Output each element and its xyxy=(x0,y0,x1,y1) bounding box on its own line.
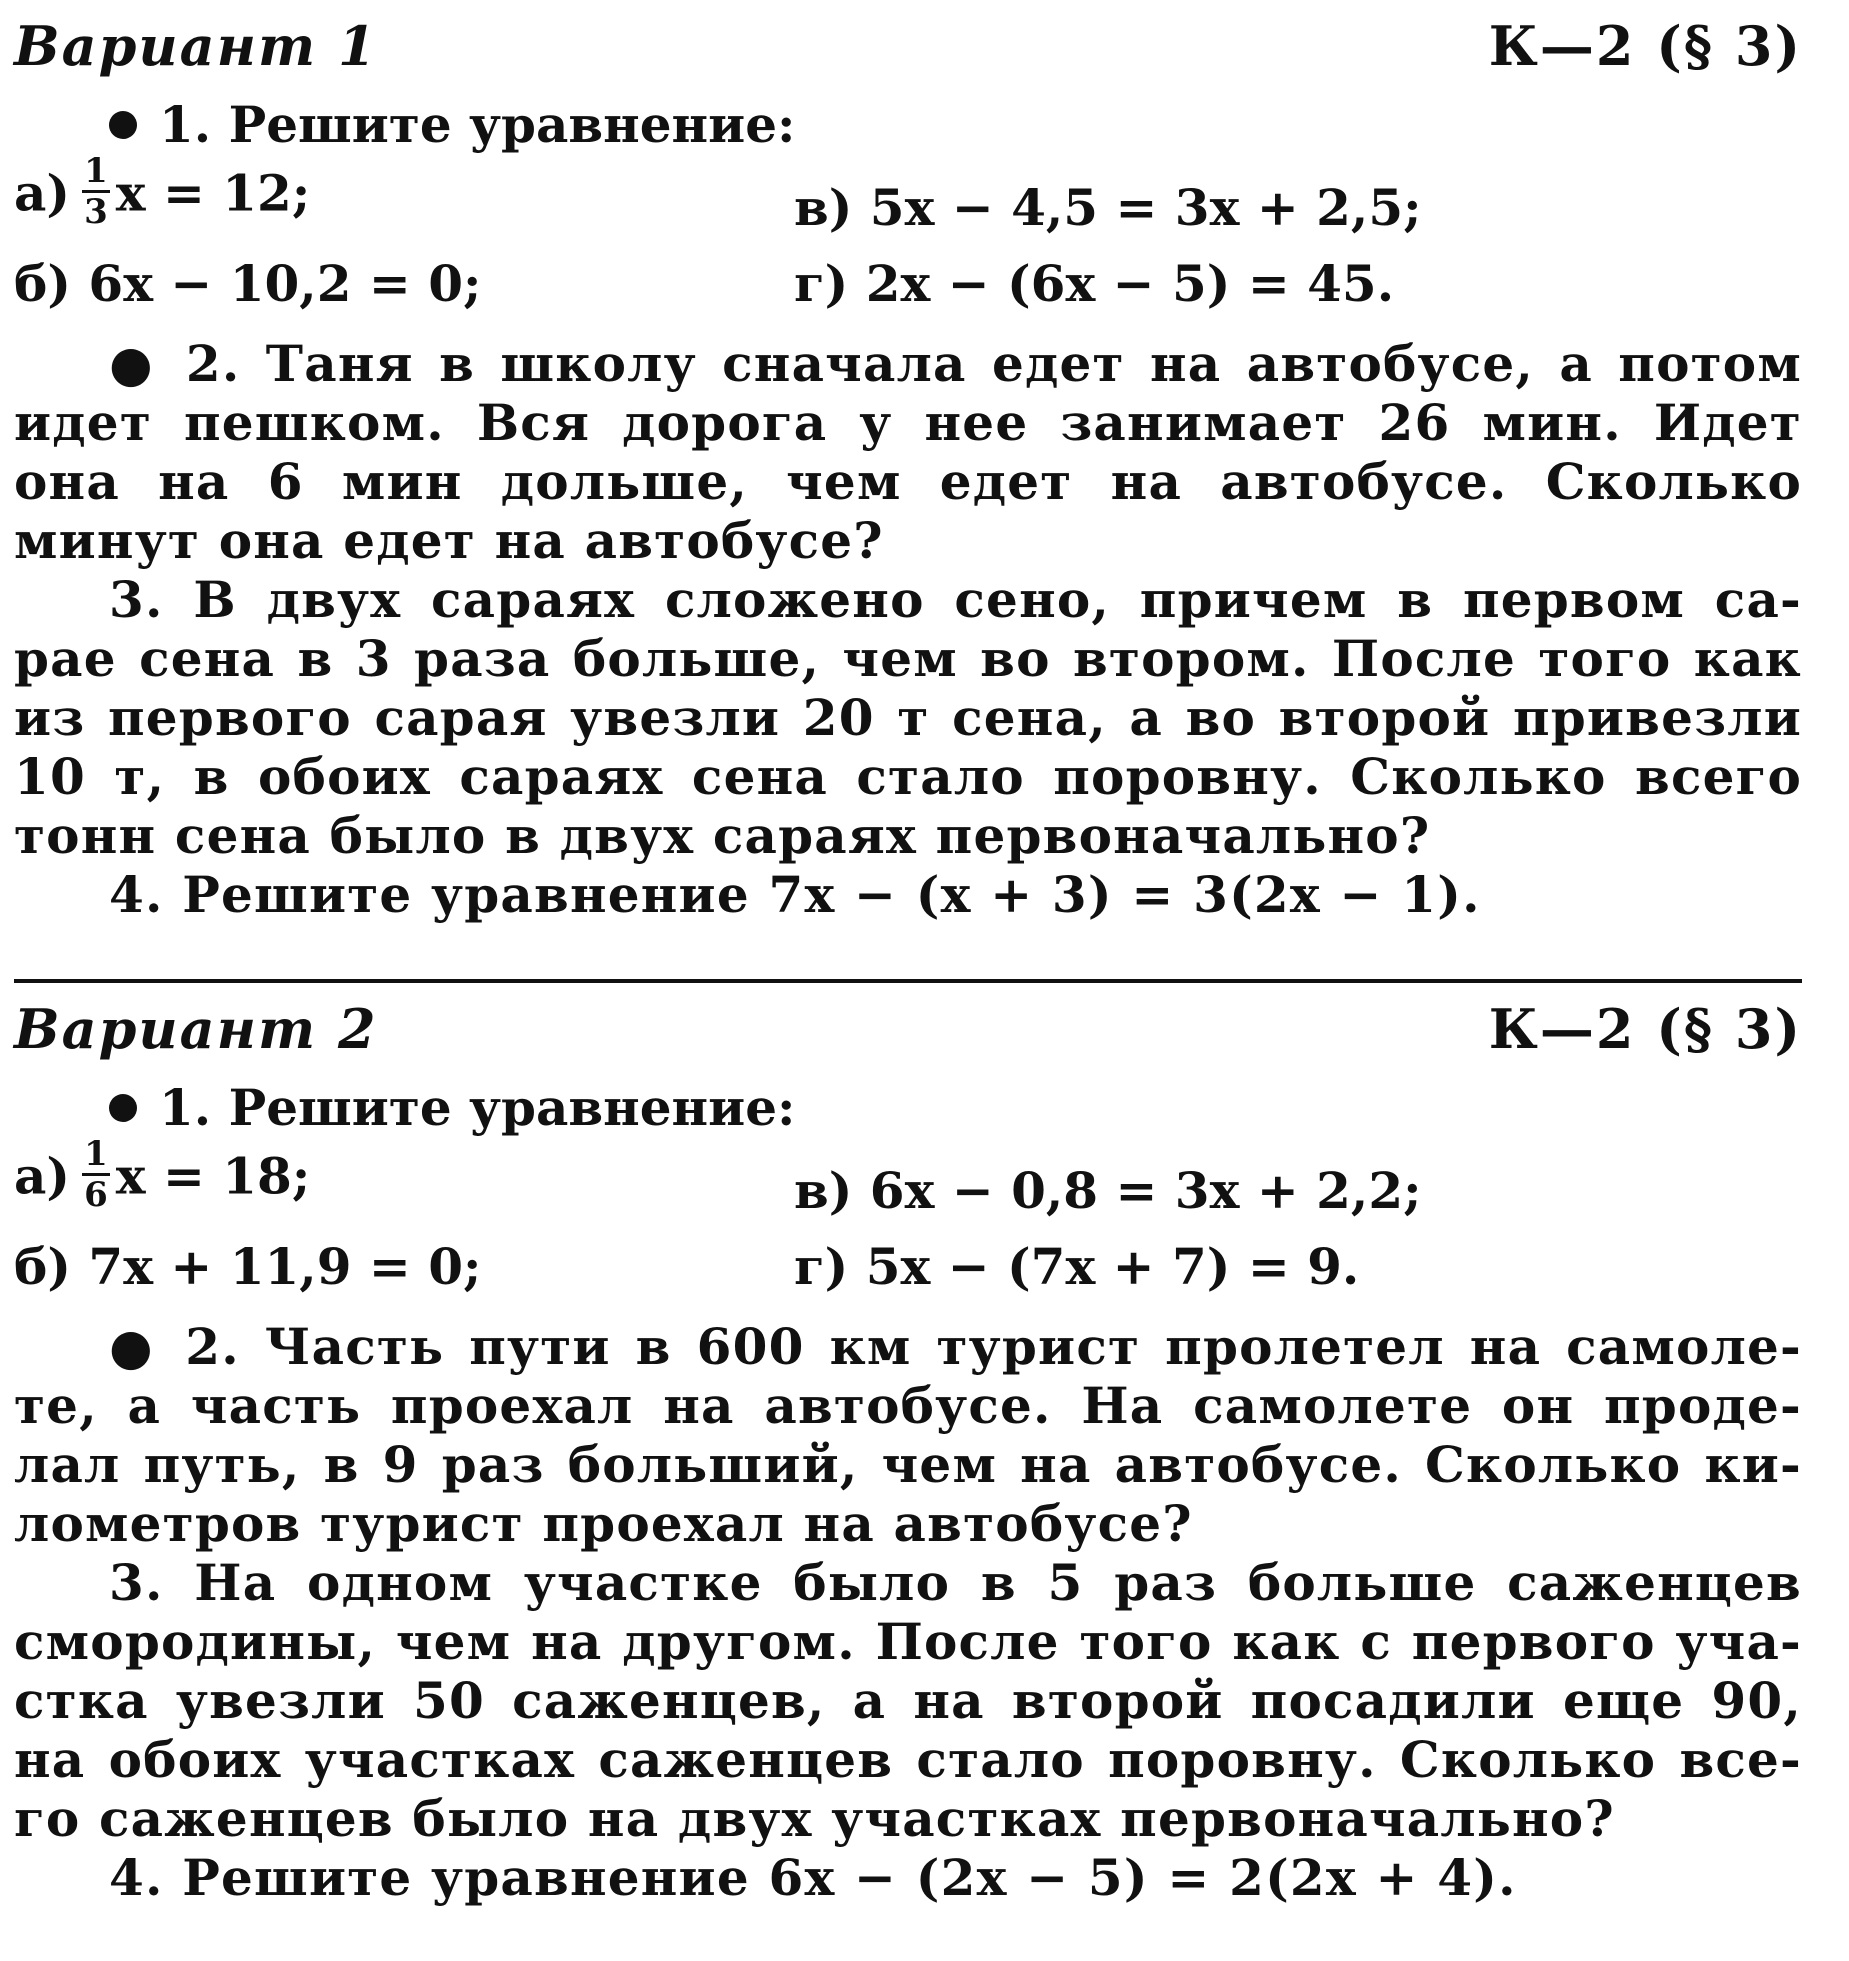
variant-2 xyxy=(14,983,1802,1908)
task-2-line: минут она едет на автобусе? xyxy=(14,511,884,570)
fraction xyxy=(82,152,110,231)
variant-header xyxy=(14,0,1802,100)
task-3 xyxy=(14,570,1802,865)
equations-row-2 xyxy=(14,1237,1802,1317)
task-3-line: стка увезли 50 саженцев, а на второй посадили еще 90, xyxy=(14,1671,1802,1730)
equation-a-rest: x = 18; xyxy=(115,1146,311,1206)
task-3-line: 3. На одном участке было в 5 раз больше саженцев xyxy=(109,1553,1802,1612)
variant-title: Вариант 2 xyxy=(14,997,378,1061)
equation-b: б) 7x + 11,9 = 0; xyxy=(14,1237,482,1296)
task-2 xyxy=(14,334,1802,570)
task-2 xyxy=(14,1317,1802,1553)
task-3-line: тонн сена было в двух сараях первоначально? xyxy=(14,806,1431,865)
test-code: К—2 (§ 3) xyxy=(1488,997,1802,1061)
task-3-line: из первого сарая увезли 20 т сена, а во второй привезли xyxy=(14,688,1802,747)
equation-b: б) 6x − 10,2 = 0; xyxy=(14,254,482,313)
equation-a-rest: x = 12; xyxy=(115,163,311,223)
equations-row-1 xyxy=(14,1134,1802,1237)
task-2-line: ● 2. Таня в школу сначала едет на автобусе, а потом xyxy=(109,334,1802,393)
task-4: 4. Решите уравнение 7x − (x + 3) = 3(2x − 1). xyxy=(109,865,1481,924)
task-3-line: рае сена в 3 раза больше, чем во втором. После того как xyxy=(14,629,1802,688)
fraction xyxy=(82,1135,110,1214)
equations-row-2 xyxy=(14,254,1802,334)
task-2-line: она на 6 мин дольше, чем едет на автобусе. Сколько xyxy=(14,452,1802,511)
variant-header xyxy=(14,983,1802,1083)
task-3-line: 10 т, в обоих сараях сена стало поровну. Сколько всего xyxy=(14,747,1802,806)
equation-g: г) 2x − (6x − 5) = 45. xyxy=(794,254,1395,313)
task-4: 4. Решите уравнение 6x − (2x − 5) = 2(2x + 4). xyxy=(109,1848,1517,1907)
equations-row-1 xyxy=(14,151,1802,254)
task-1-text: 1. Решите уравнение: xyxy=(159,1078,796,1137)
bullet-icon xyxy=(109,1094,137,1122)
variant-1 xyxy=(14,0,1802,925)
test-code: К—2 (§ 3) xyxy=(1488,14,1802,78)
task-2-line: лал путь, в 9 раз больший, чем на автобусе. Сколько ки- xyxy=(14,1435,1802,1494)
task-3-line: на обоих участках саженцев стало поровну. Сколько все- xyxy=(14,1730,1802,1789)
task-3-line: го саженцев было на двух участках первоначально? xyxy=(14,1789,1615,1848)
bullet-icon xyxy=(109,111,137,139)
task-1-text: 1. Решите уравнение: xyxy=(159,95,796,154)
equation-a-label: а) xyxy=(14,163,71,223)
fraction-denominator: 3 xyxy=(84,192,108,232)
task-1-heading xyxy=(14,1075,1802,1141)
task-2-line: те, а часть проехал на автобусе. На самолете он проде- xyxy=(14,1376,1802,1435)
task-2-line: ● 2. Часть пути в 600 км турист пролетел на самоле- xyxy=(109,1317,1802,1376)
equation-a xyxy=(14,151,311,237)
task-3 xyxy=(14,1553,1802,1848)
fraction-denominator: 6 xyxy=(84,1175,108,1215)
task-3-line: 3. В двух сараях сложено сено, причем в первом са- xyxy=(109,570,1802,629)
task-1-heading xyxy=(14,92,1802,158)
variant-title: Вариант 1 xyxy=(14,14,378,78)
fraction-numerator: 1 xyxy=(84,1134,108,1174)
equation-v: в) 5x − 4,5 = 3x + 2,5; xyxy=(794,178,1422,237)
task-2-line: лометров турист проехал на автобусе? xyxy=(14,1494,1193,1553)
task-2-line: идет пешком. Вся дорога у нее занимает 26 мин. Идет xyxy=(14,393,1802,452)
worksheet-page xyxy=(14,0,1802,1908)
equation-a xyxy=(14,1134,311,1220)
task-3-line: смородины, чем на другом. После того как с первого уча- xyxy=(14,1612,1802,1671)
fraction-numerator: 1 xyxy=(84,151,108,191)
equation-g: г) 5x − (7x + 7) = 9. xyxy=(794,1237,1360,1296)
equation-a-label: а) xyxy=(14,1146,71,1206)
equation-v: в) 6x − 0,8 = 3x + 2,2; xyxy=(794,1161,1422,1220)
